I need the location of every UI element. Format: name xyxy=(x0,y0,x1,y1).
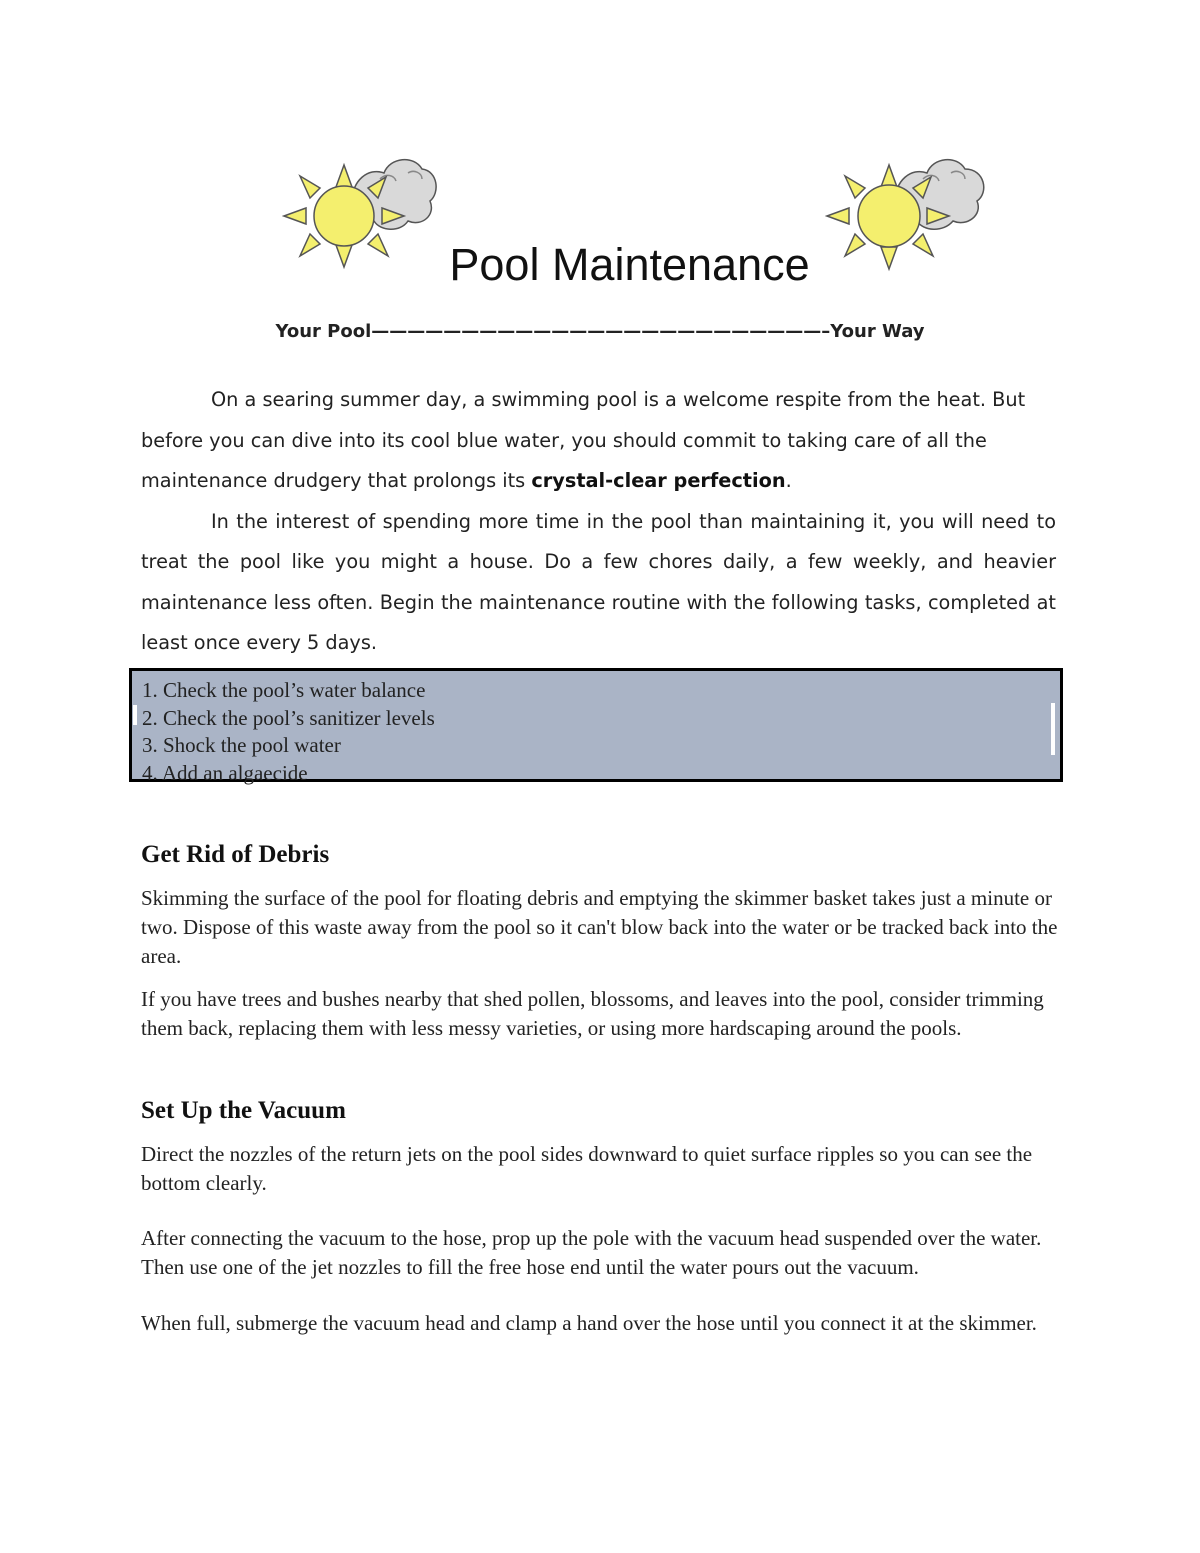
emphasis-text: crystal-clear perfection xyxy=(531,469,786,492)
section-paragraph: If you have trees and bushes nearby that shed pollen, blossoms, and leaves into the pool, consider trimming them back, replacing them with less messy varieties, or using more hardscaping around the pools. xyxy=(141,987,1044,1040)
intro-text xyxy=(141,380,1056,664)
intro-paragraph-1 xyxy=(141,380,1056,502)
task-item: 3. Shock the pool water xyxy=(142,733,341,757)
task-list-box xyxy=(129,668,1063,785)
tagline: Your Pool—————————————————————————–Your Way xyxy=(275,321,925,342)
intro-paragraph-2: In the interest of spending more time in the pool than maintaining it, you will need to treat the pool like you might a house. Do a few chores daily, a few weekly, and heavier maintenance less often. Begin the maintenance routine with the following tasks, completed at least once every 5 days. xyxy=(141,509,1056,654)
box-divider-mark xyxy=(133,705,137,725)
task-item: 4. Add an algaecide xyxy=(142,760,308,785)
section-vacuum xyxy=(141,1096,1061,1364)
page-title: Pool Maintenance xyxy=(449,239,810,290)
section-paragraph: After connecting the vacuum to the hose, prop up the pole with the vacuum head suspended over the water. Then use one of the jet nozzles to fill the free hose end until the water pours out the vacuum. xyxy=(141,1226,1042,1279)
section-paragraph: Skimming the surface of the pool for floating debris and emptying the skimmer basket takes just a minute or two. Dispose of this waste away from the pool so it can't blow back into the water or be tracked back into the area. xyxy=(141,886,1058,968)
task-item: 1. Check the pool’s water balance xyxy=(142,678,426,702)
task-item: 2. Check the pool’s sanitizer levels xyxy=(142,705,435,730)
section-paragraph: Direct the nozzles of the return jets on the pool sides downward to quiet surface ripples so you can see the bottom clearly. xyxy=(141,1142,1033,1195)
box-divider-mark xyxy=(1051,703,1055,755)
intro-p1-text: On a searing summer day, a swimming pool is a welcome respite from the heat. But before you can dive into its cool blue water, you should commit to taking care of all the maintenance drudgery that prolongs its xyxy=(141,388,1026,492)
section-paragraph: When full, submerge the vacuum head and clamp a hand over the hose until you connect it at the skimmer. xyxy=(141,1311,1037,1335)
section-debris xyxy=(141,840,1061,1057)
section-heading: Get Rid of Debris xyxy=(141,841,330,868)
section-heading: Set Up the Vacuum xyxy=(141,1097,346,1124)
intro-p1-end: . xyxy=(785,469,792,492)
